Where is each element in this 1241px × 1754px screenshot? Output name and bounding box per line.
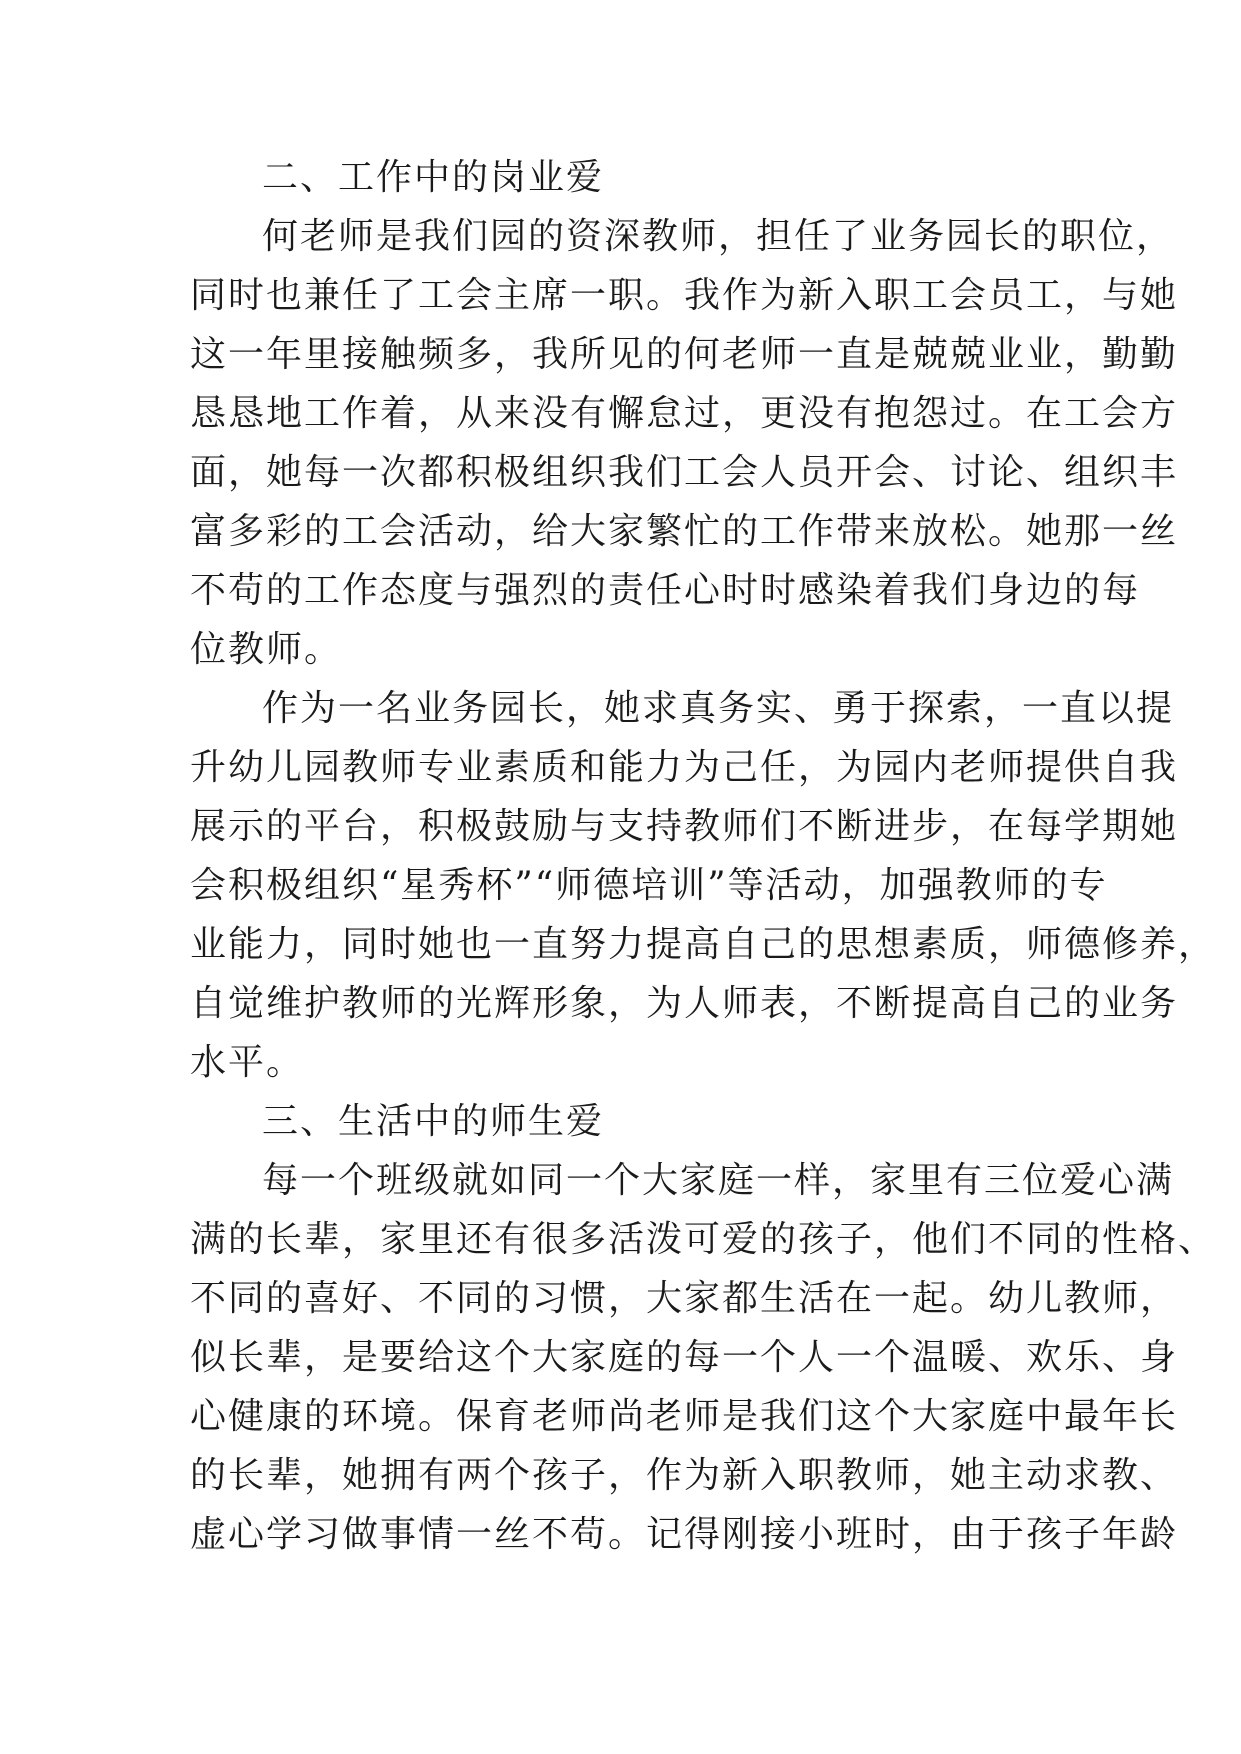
paragraph-line: 的长辈，她拥有两个孩子，作为新入职教师，她主动求教、 bbox=[190, 1455, 1179, 1496]
paragraph-line: 不同的喜好、不同的习惯，大家都生活在一起。幼儿教师， bbox=[190, 1278, 1179, 1319]
section-heading-work-love: 二、工作中的岗业爱 bbox=[262, 157, 605, 198]
paragraph-line: 业能力，同时她也一直努力提高自己的思想素质，师德修养， bbox=[190, 924, 1217, 965]
paragraph-line: 位教师。 bbox=[190, 629, 343, 670]
paragraph-line: 面，她每一次都积极组织我们工会人员开会、讨论、组织丰 bbox=[190, 452, 1179, 493]
paragraph-line: 心健康的环境。保育老师尚老师是我们这个大家庭中最年长 bbox=[190, 1396, 1179, 1437]
paragraph-line: 不苟的工作态度与强烈的责任心时时感染着我们身边的每 bbox=[190, 570, 1141, 611]
paragraph-line: 展示的平台，积极鼓励与支持教师们不断进步，在每学期她 bbox=[190, 806, 1179, 847]
paragraph-line: 作为一名业务园长，她求真务实、勇于探索，一直以提 bbox=[262, 688, 1175, 729]
paragraph-line: 同时也兼任了工会主席一职。我作为新入职工会员工，与她 bbox=[190, 275, 1179, 316]
paragraph-line: 富多彩的工会活动，给大家繁忙的工作带来放松。她那一丝 bbox=[190, 511, 1179, 552]
paragraph-line: 水平。 bbox=[190, 1042, 305, 1083]
paragraph-line: 虚心学习做事情一丝不苟。记得刚接小班时，由于孩子年龄 bbox=[190, 1514, 1179, 1555]
paragraph-line: 恳恳地工作着，从来没有懈怠过，更没有抱怨过。在工会方 bbox=[190, 393, 1179, 434]
paragraph-line: 似长辈，是要给这个大家庭的每一个人一个温暖、欢乐、身 bbox=[190, 1337, 1179, 1378]
paragraph-line: 升幼儿园教师专业素质和能力为己任，为园内老师提供自我 bbox=[190, 747, 1179, 788]
paragraph-business-principal bbox=[190, 679, 1217, 1092]
paragraph-line: 每一个班级就如同一个大家庭一样，家里有三位爱心满 bbox=[262, 1160, 1175, 1201]
paragraph-class-family bbox=[190, 1151, 1217, 1564]
paragraph-line: 满的长辈，家里还有很多活泼可爱的孩子，他们不同的性格、 bbox=[190, 1219, 1217, 1260]
paragraph-line: 会积极组织“星秀杯”“师德培训”等活动，加强教师的专 bbox=[190, 865, 1108, 906]
document-body bbox=[190, 148, 1217, 1564]
paragraph-he-teacher bbox=[190, 207, 1179, 679]
paragraph-line: 何老师是我们园的资深教师，担任了业务园长的职位， bbox=[262, 216, 1175, 257]
paragraph-line: 自觉维护教师的光辉形象，为人师表，不断提高自己的业务 bbox=[190, 983, 1179, 1024]
section-heading-teacher-student-love: 三、生活中的师生爱 bbox=[262, 1101, 605, 1142]
paragraph-line: 这一年里接触频多，我所见的何老师一直是兢兢业业，勤勤 bbox=[190, 334, 1179, 375]
